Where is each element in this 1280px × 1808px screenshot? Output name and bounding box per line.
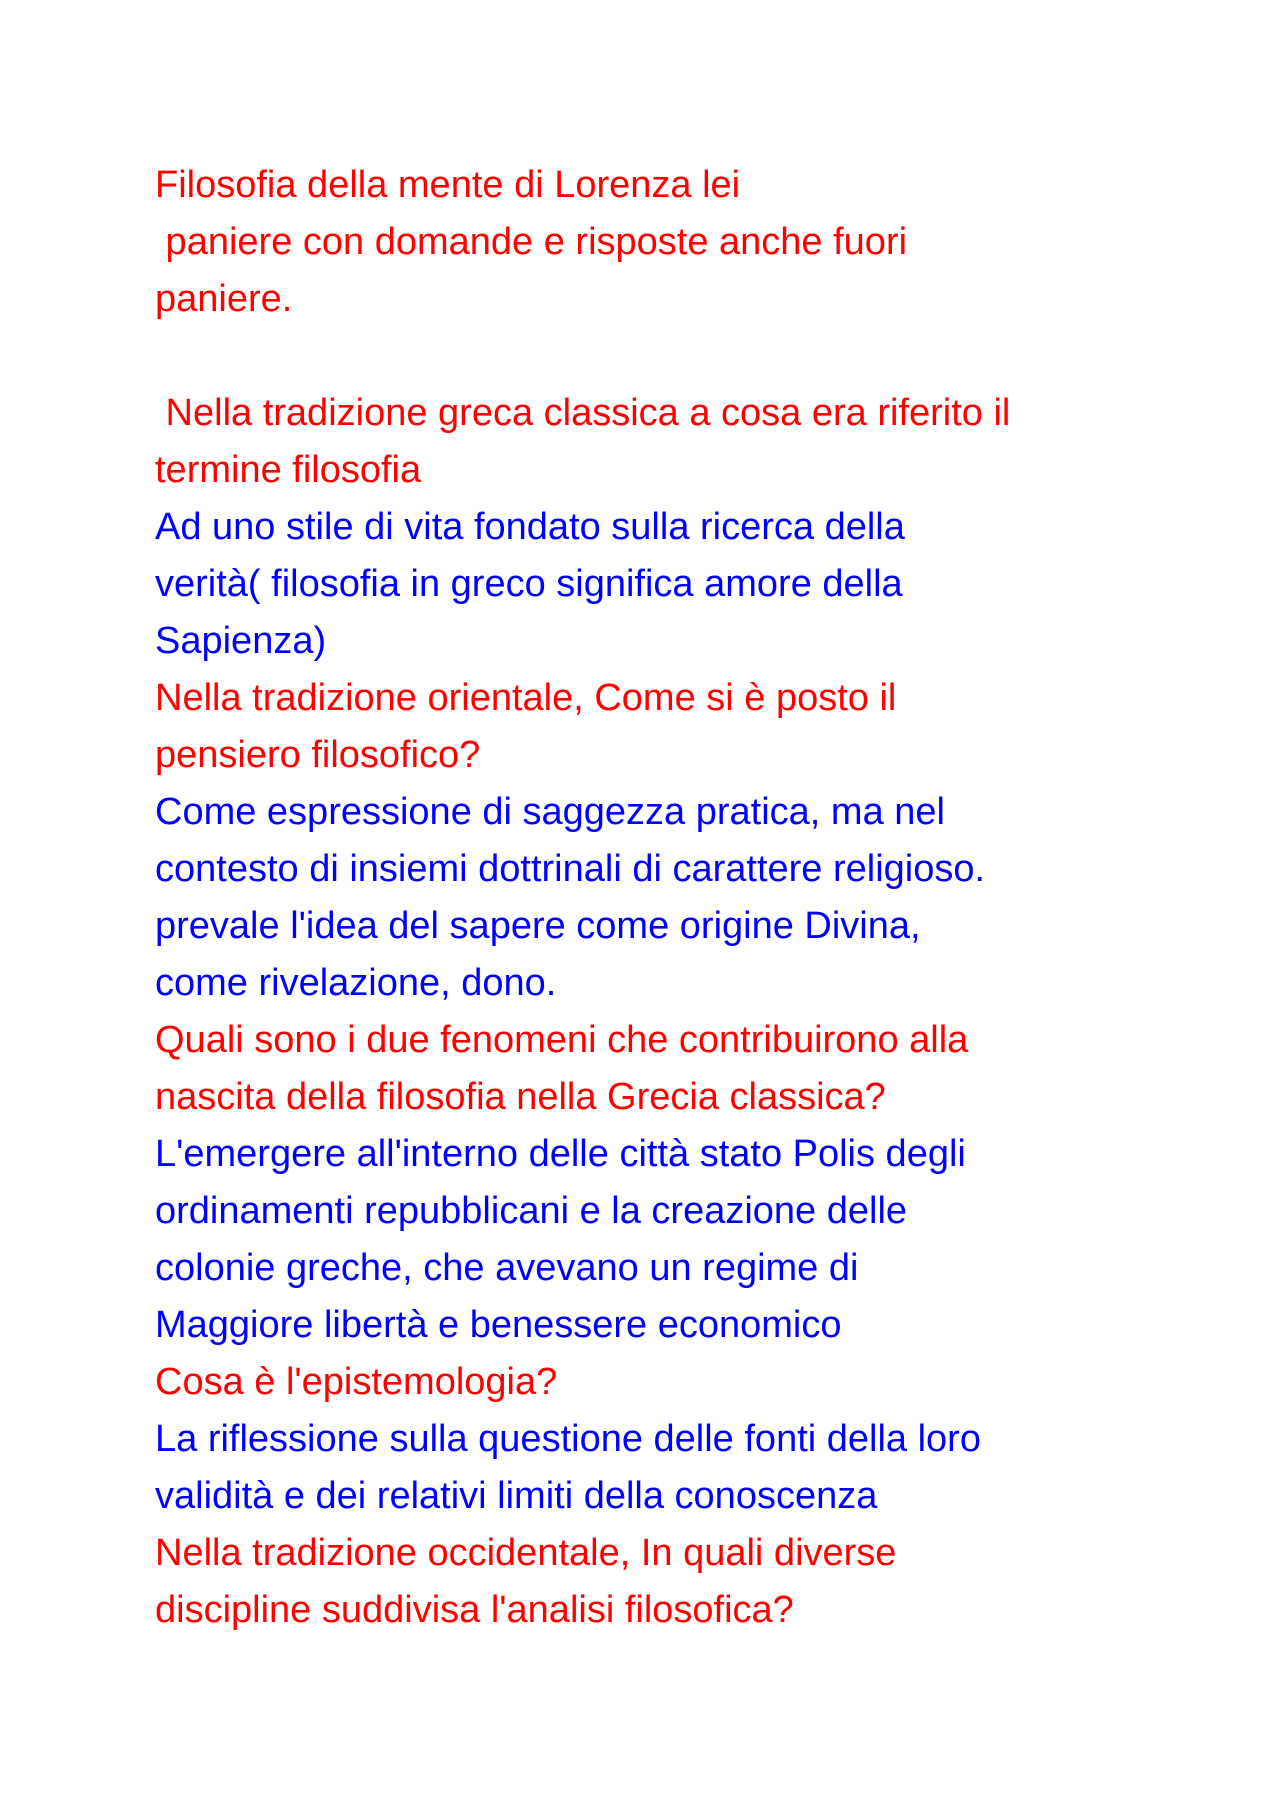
question-line: termine filosofia xyxy=(155,449,422,491)
answer-line: Maggiore libertà e benessere economico xyxy=(155,1304,842,1346)
answer-line: Come espressione di saggezza pratica, ma nel xyxy=(155,791,945,833)
question-line: Cosa è l'epistemologia? xyxy=(155,1361,558,1403)
question-line: pensiero filosofico? xyxy=(155,734,481,776)
question-line: Nella tradizione orientale, Come si è posto il xyxy=(155,677,897,719)
document-subtitle: paniere con domande e risposte anche fuori xyxy=(155,221,908,263)
answer-line: prevale l'idea del sapere come origine Divina, xyxy=(155,905,921,947)
question-line: Nella tradizione occidentale, In quali diverse xyxy=(155,1532,897,1574)
answer-line: La riflessione sulla questione delle fonti della loro xyxy=(155,1418,981,1460)
answer-line: come rivelazione, dono. xyxy=(155,962,557,1004)
answer-line: colonie greche, che avevano un regime di xyxy=(155,1247,859,1289)
answer-line: ordinamenti repubblicani e la creazione delle xyxy=(155,1190,908,1232)
answer-line: L'emergere all'interno delle città stato Polis degli xyxy=(155,1133,966,1175)
blank-line xyxy=(155,328,1165,385)
answer-line: Ad uno stile di vita fondato sulla ricerca della xyxy=(155,506,905,548)
document-body xyxy=(155,157,1165,1639)
answer-line: validità e dei relativi limiti della conoscenza xyxy=(155,1475,878,1517)
question-line: discipline suddivisa l'analisi filosofica? xyxy=(155,1589,794,1631)
question-line: Quali sono i due fenomeni che contribuirono alla xyxy=(155,1019,969,1061)
answer-line: verità( filosofia in greco significa amore della xyxy=(155,563,903,605)
document-subtitle-cont: paniere. xyxy=(155,278,293,320)
answer-line: contesto di insiemi dottrinali di carattere religioso. xyxy=(155,848,986,890)
question-line: nascita della filosofia nella Grecia classica? xyxy=(155,1076,886,1118)
document-title: Filosofia della mente di Lorenza lei xyxy=(155,164,741,206)
question-line: Nella tradizione greca classica a cosa era riferito il xyxy=(155,392,1011,434)
answer-line: Sapienza) xyxy=(155,620,327,662)
